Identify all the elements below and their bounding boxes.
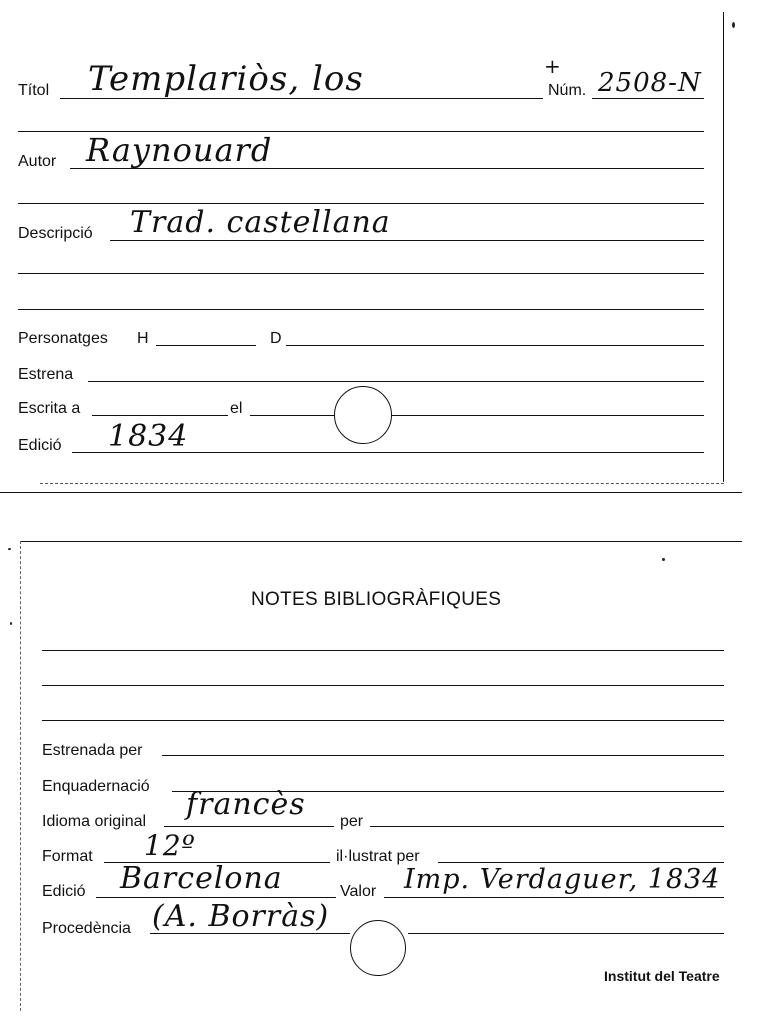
el-line — [250, 415, 704, 416]
notes-heading: NOTES BIBLIOGRÀFIQUES — [251, 589, 502, 610]
num-mark: + — [544, 54, 561, 78]
procedencia-label: Procedència — [42, 920, 131, 937]
enquadernacio-label: Enquadernació — [42, 778, 150, 795]
idioma-label: Idioma original — [42, 813, 147, 830]
edicio2-label: Edició — [42, 883, 86, 900]
per-line — [370, 826, 724, 827]
scan-speck — [662, 558, 665, 561]
valor-line — [384, 897, 724, 898]
card-top-bottom-edge — [40, 483, 724, 484]
descripcio-line — [110, 240, 704, 241]
per-label: per — [340, 813, 364, 830]
h-line — [156, 345, 256, 346]
edicio2-line — [96, 897, 336, 898]
card-bottom-top-edge — [20, 541, 742, 542]
valor-value: Imp. Verdaguer, 1834 — [404, 864, 721, 895]
procedencia-line-right — [408, 933, 724, 934]
estrenada-line — [162, 755, 724, 756]
autor-value: Raynouard — [86, 131, 273, 169]
punch-hole — [334, 386, 392, 444]
h-label: H — [137, 330, 149, 347]
num-label: Núm. — [548, 82, 587, 99]
blank-line — [42, 720, 724, 721]
blank-line — [18, 273, 704, 274]
descripcio-value: Trad. castellana — [130, 205, 391, 240]
d-line — [286, 345, 704, 346]
punch-hole — [350, 920, 406, 976]
edicio-value: 1834 — [108, 419, 189, 454]
edicio-label: Edició — [18, 437, 62, 454]
idioma-value: francès — [186, 787, 306, 822]
institution-footer: Institut del Teatre — [604, 968, 720, 984]
card-bottom-left-edge — [20, 541, 21, 1011]
card-top-right-edge — [723, 12, 724, 482]
descripcio-label: Descripció — [18, 225, 93, 242]
autor-label: Autor — [18, 153, 57, 170]
estrena-label: Estrena — [18, 366, 74, 383]
procedencia-value: (A. Borràs) — [152, 899, 330, 934]
titol-value: Templariòs, los — [88, 59, 364, 99]
blank-line — [18, 309, 704, 310]
blank-line — [42, 685, 724, 686]
estrena-line — [88, 381, 704, 382]
idioma-line — [164, 826, 334, 827]
illustrat-label: il·lustrat per — [336, 848, 420, 865]
escrita-line — [92, 415, 228, 416]
blank-line — [18, 203, 704, 204]
blank-line — [42, 650, 724, 651]
num-line — [592, 98, 704, 99]
escrita-label: Escrita a — [18, 400, 81, 417]
num-value: 2508-N — [598, 68, 702, 98]
scan-speck — [10, 622, 12, 625]
illustrat-line — [438, 862, 724, 863]
estrenada-label: Estrenada per — [42, 742, 143, 759]
page-separator-line — [0, 492, 742, 493]
format-value: 12º — [144, 829, 196, 862]
scan-speck — [732, 22, 735, 28]
d-label: D — [270, 330, 282, 347]
valor-label: Valor — [340, 883, 377, 900]
titol-label: Títol — [18, 82, 50, 99]
edicio2-value: Barcelona — [120, 861, 283, 896]
format-label: Format — [42, 848, 93, 865]
personatges-label: Personatges — [18, 330, 108, 347]
el-label: el — [230, 400, 243, 417]
scan-speck — [8, 548, 11, 550]
